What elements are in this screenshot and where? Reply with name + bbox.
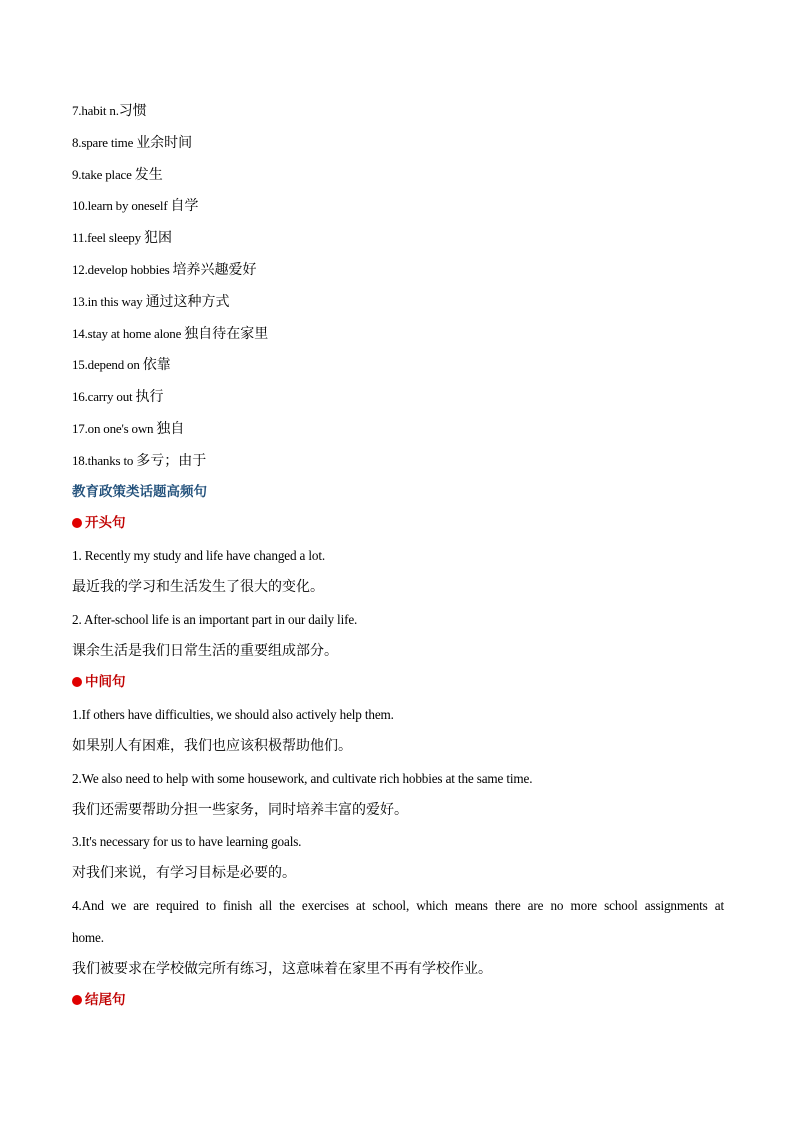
- vocab-chinese: 培养兴趣爱好: [172, 261, 257, 278]
- vocab-chinese: 习惯: [118, 103, 147, 119]
- document-page: [72, 95, 724, 1017]
- vocab-english: 15.depend on: [72, 357, 143, 373]
- vocab-english: 17.on one's own: [72, 420, 157, 436]
- vocab-english: 14.stay at home alone: [72, 325, 185, 341]
- opening-sentence-zh: 最近我的学习和生活发生了很大的变化。: [72, 578, 324, 595]
- vocab-english: 7.habit n.: [72, 103, 119, 118]
- bullet-dot-icon: [72, 995, 82, 1005]
- bullet-dot-icon: [72, 518, 82, 528]
- middle-sentence-en: 3.It's necessary for us to have learning goals.: [72, 834, 302, 850]
- vocab-english: 13.in this way: [72, 293, 146, 309]
- vocab-chinese: 执行: [135, 389, 164, 406]
- vocab-english: 18.thanks to: [72, 452, 137, 468]
- vocab-chinese: 自学: [170, 198, 199, 215]
- middle-sentence-zh: 对我们来说，有学习目标是必要的。: [72, 865, 296, 882]
- opening-heading: [72, 508, 724, 540]
- opening-sentence-zh: 课余生活是我们日常生活的重要组成部分。: [72, 642, 338, 659]
- vocab-chinese: 业余时间: [136, 134, 193, 151]
- middle-sentence-zh: 如果别人有困难，我们也应该积极帮助他们。: [72, 737, 352, 754]
- middle-sentence-en: 2.We also need to help with some housework, and cultivate rich hobbies at the same time.: [72, 770, 533, 786]
- vocab-item-14: [72, 318, 724, 350]
- ending-heading-label: 结尾句: [85, 992, 126, 1009]
- vocab-english: 11.feel sleepy: [72, 230, 144, 246]
- middle-heading-label: 中间句: [85, 674, 126, 691]
- vocab-item-17: [72, 413, 724, 445]
- middle-sentence-zh: 我们还需要帮助分担一些家务，同时培养丰富的爱好。: [72, 801, 408, 818]
- vocab-item-18: [72, 445, 724, 477]
- bullet-dot-icon: [72, 677, 82, 687]
- vocab-english: 10.learn by oneself: [72, 198, 171, 214]
- vocab-chinese: 独自: [156, 420, 185, 437]
- ending-heading: [72, 985, 724, 1017]
- vocab-english: 16.carry out: [72, 389, 136, 405]
- opening-sentence-en: 2. After-school life is an important part in our daily life.: [72, 611, 358, 627]
- vocab-item-8: [72, 127, 724, 159]
- vocab-item-7: [72, 95, 724, 127]
- vocab-english: 8.spare time: [72, 134, 137, 150]
- vocab-item-11: [72, 222, 724, 254]
- vocab-chinese: 通过这种方式: [145, 293, 230, 310]
- vocab-item-13: [72, 286, 724, 318]
- vocab-item-16: [72, 381, 724, 413]
- section-title: 教育政策类话题高频句: [72, 483, 207, 500]
- vocab-chinese: 多亏；由于: [136, 452, 207, 469]
- middle-sentence-en-line1: 4.And we are required to finish all the exercises at school, which means there are no more school assignments at: [72, 897, 724, 913]
- middle-sentence-en-line2: home.: [72, 929, 104, 945]
- middle-sentence-en: 1.If others have difficulties, we should also actively help them.: [72, 707, 394, 723]
- vocab-item-9: [72, 159, 724, 191]
- vocab-chinese: 依靠: [142, 357, 171, 374]
- middle-heading: [72, 667, 724, 699]
- vocab-item-12: [72, 254, 724, 286]
- vocab-english: 12.develop hobbies: [72, 261, 173, 277]
- middle-sentence-zh: 我们被要求在学校做完所有练习，这意味着在家里不再有学校作业。: [72, 960, 492, 977]
- opening-heading-label: 开头句: [85, 515, 126, 532]
- vocab-english: 9.take place: [72, 166, 135, 182]
- vocab-chinese: 犯困: [143, 230, 172, 247]
- vocab-chinese: 发生: [134, 166, 163, 183]
- vocab-item-15: [72, 349, 724, 381]
- vocab-chinese: 独自待在家里: [184, 325, 269, 342]
- vocab-item-10: [72, 190, 724, 222]
- opening-sentence-en: 1. Recently my study and life have changed a lot.: [72, 548, 326, 564]
